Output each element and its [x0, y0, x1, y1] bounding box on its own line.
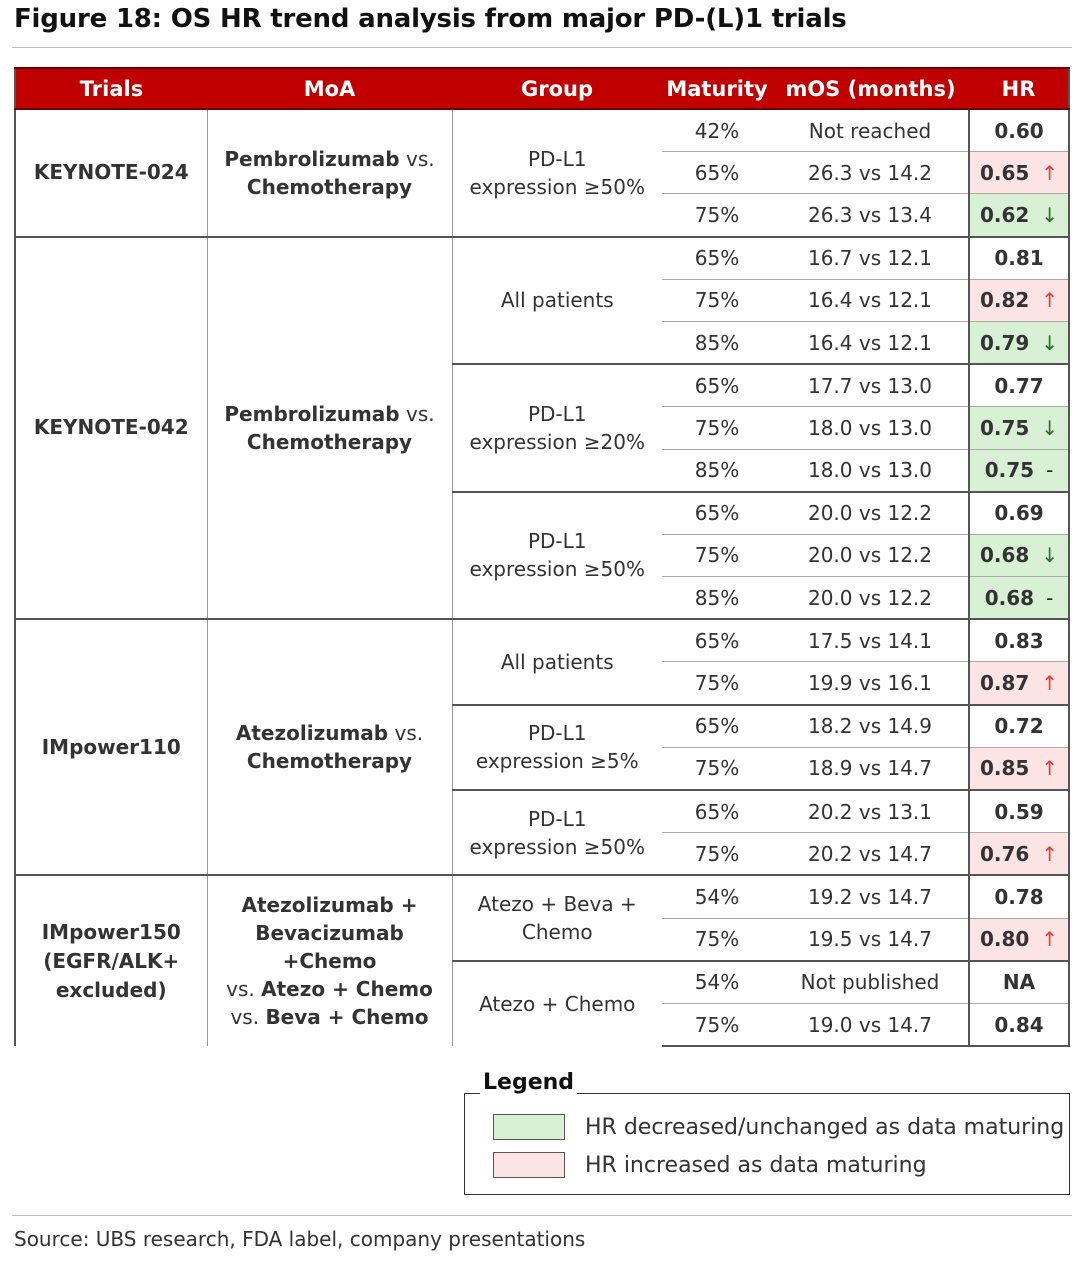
- trial-name-text: excluded): [55, 977, 167, 1002]
- trial-name: [15, 619, 207, 875]
- hr-value: 0.72: [994, 714, 1044, 739]
- mos-cell: Not reached: [808, 118, 932, 143]
- maturity-cell: 85%: [662, 321, 772, 364]
- legend-item-decreased: [493, 1114, 1064, 1140]
- legend-swatch-red: [493, 1152, 565, 1178]
- hr-value: 0.81: [994, 246, 1044, 271]
- trial-name-text: IMpower150: [41, 919, 181, 944]
- hr-value: 0.79: [979, 330, 1030, 355]
- mos-cell: 20.0 vs 12.2: [772, 534, 969, 576]
- trial-name-text: KEYNOTE-042: [33, 415, 189, 440]
- moa-drug: Atezolizumab: [235, 721, 389, 746]
- hr-cell: [969, 961, 1069, 1004]
- hr-cell: [969, 790, 1069, 833]
- header-maturity: Maturity: [662, 68, 772, 109]
- header-mos: mOS (months): [772, 68, 969, 109]
- figure-title: Figure 18: OS HR trend analysis from major PD-(L)1 trials: [14, 4, 847, 34]
- legend-label-increased: HR increased as data maturing: [585, 1152, 927, 1178]
- moa-vs: vs.: [226, 977, 255, 1002]
- maturity-cell: 75%: [662, 194, 772, 237]
- mos-cell: 26.3 vs 14.2: [772, 152, 969, 194]
- mos-cell: 18.0 vs 13.0: [772, 407, 969, 449]
- group-cell: [452, 875, 662, 960]
- arrow-up-icon: ↑: [1041, 288, 1059, 313]
- group-line: PD-L1: [527, 401, 587, 426]
- mos-cell: 16.7 vs 12.1: [772, 237, 969, 280]
- group-line: All patients: [500, 288, 614, 313]
- arrow-down-icon: ↓: [1041, 202, 1059, 227]
- mos-cell: 19.0 vs 14.7: [772, 1003, 969, 1046]
- moa-comparator: Chemotherapy: [246, 174, 413, 199]
- trial-name: [15, 875, 207, 1046]
- hr-value: 0.65: [979, 160, 1030, 185]
- hr-value: 0.87: [979, 671, 1030, 696]
- hr-value: 0.68: [984, 585, 1035, 610]
- group-line: PD-L1: [527, 146, 587, 171]
- moa-vs: vs.: [405, 401, 435, 426]
- hr-value: NA: [1002, 970, 1036, 995]
- trial-name: [15, 237, 207, 620]
- hr-cell: [969, 619, 1069, 662]
- maturity-cell: 75%: [662, 279, 772, 321]
- maturity-cell: 75%: [662, 1003, 772, 1046]
- maturity-cell: 65%: [662, 364, 772, 407]
- maturity-cell: 65%: [662, 237, 772, 280]
- mos-cell: 20.0 vs 12.2: [772, 492, 969, 535]
- mos-cell: Not published: [772, 961, 969, 1004]
- group-cell: [452, 619, 662, 704]
- header-row: [15, 68, 1069, 109]
- hr-cell: [969, 109, 1069, 152]
- moa-cell: [207, 109, 452, 237]
- maturity-cell: 75%: [662, 534, 772, 576]
- hr-value: 0.80: [979, 927, 1030, 952]
- maturity-cell: 65%: [662, 705, 772, 748]
- moa-drug: Atezolizumab +: [241, 893, 418, 918]
- header-hr: HR: [969, 68, 1069, 109]
- hr-cell: [969, 875, 1069, 918]
- moa-comparator: Beva + Chemo: [265, 1005, 429, 1030]
- table-row: [15, 875, 1069, 918]
- mos-cell: 19.2 vs 14.7: [772, 875, 969, 918]
- arrow-up-icon: ↑: [1041, 841, 1059, 866]
- trial-name: [15, 109, 207, 237]
- hr-value: 0.82: [979, 288, 1030, 313]
- moa-drug: +Chemo: [282, 949, 377, 974]
- table-row: [15, 619, 1069, 662]
- legend-item-increased: [493, 1152, 927, 1178]
- moa-comparator: Chemotherapy: [246, 429, 413, 454]
- table-row: [15, 237, 1069, 280]
- mos-cell: 18.0 vs 13.0: [772, 449, 969, 492]
- moa-comparator: Atezo + Chemo: [261, 977, 433, 1002]
- moa-cell: [207, 875, 452, 1046]
- group-line: PD-L1: [527, 721, 587, 746]
- group-line: All patients: [500, 649, 614, 674]
- mos-cell: 18.9 vs 14.7: [772, 747, 969, 790]
- hr-value: 0.77: [994, 373, 1044, 398]
- group-line: Atezo + Beva +: [477, 892, 637, 917]
- group-line: expression ≥50%: [469, 174, 645, 199]
- hr-cell: [969, 152, 1069, 194]
- arrow-down-icon: ↓: [1041, 415, 1059, 440]
- group-line: expression ≥50%: [469, 834, 645, 859]
- hr-cell: [969, 534, 1069, 576]
- hr-value: 0.78: [994, 884, 1044, 909]
- hr-cell: [969, 577, 1069, 620]
- footer-divider: [12, 1215, 1072, 1216]
- legend-title: Legend: [480, 1070, 577, 1095]
- group-cell: [452, 237, 662, 365]
- mos-cell: 18.2 vs 14.9: [772, 705, 969, 748]
- mos-cell: 20.2 vs 14.7: [772, 833, 969, 876]
- maturity-cell: 75%: [662, 662, 772, 705]
- moa-drug: Bevacizumab: [255, 921, 404, 946]
- mos-cell: 26.3 vs 13.4: [772, 194, 969, 237]
- hr-cell: [969, 407, 1069, 449]
- dash-icon: -: [1046, 585, 1054, 610]
- hr-value: 0.84: [994, 1012, 1044, 1037]
- mos-cell: 17.5 vs 14.1: [772, 619, 969, 662]
- legend-swatch-green: [493, 1114, 565, 1140]
- hr-value: 0.69: [994, 501, 1044, 526]
- hr-cell: [969, 449, 1069, 492]
- maturity-cell: 54%: [662, 875, 772, 918]
- group-line: Atezo + Chemo: [479, 991, 636, 1016]
- header-group: Group: [452, 68, 662, 109]
- mos-cell: 16.4 vs 12.1: [772, 279, 969, 321]
- moa-comparator: Chemotherapy: [246, 749, 413, 774]
- group-cell: [452, 961, 662, 1046]
- hr-trend-table: [14, 67, 1070, 1047]
- group-line: expression ≥20%: [469, 429, 645, 454]
- moa-vs: vs.: [405, 146, 435, 171]
- arrow-up-icon: ↑: [1041, 160, 1059, 185]
- trial-name-text: (EGFR/ALK+: [43, 948, 180, 973]
- group-cell: [452, 705, 662, 790]
- maturity-cell: 75%: [662, 918, 772, 961]
- maturity-cell: 65%: [662, 152, 772, 194]
- hr-cell: [969, 662, 1069, 705]
- hr-cell: [969, 1003, 1069, 1046]
- hr-cell: [969, 279, 1069, 321]
- group-cell: [452, 790, 662, 875]
- title-divider: [12, 47, 1072, 48]
- maturity-cell: 85%: [662, 449, 772, 492]
- group-line: expression ≥50%: [469, 557, 645, 582]
- moa-drug: Pembrolizumab: [224, 146, 400, 171]
- hr-cell: [969, 918, 1069, 961]
- hr-value: 0.76: [979, 841, 1030, 866]
- hr-value: 0.85: [979, 756, 1030, 781]
- hr-cell: [969, 237, 1069, 280]
- maturity-cell: 85%: [662, 577, 772, 620]
- hr-cell: [969, 705, 1069, 748]
- arrow-up-icon: ↑: [1041, 756, 1059, 781]
- maturity-cell: 42%: [694, 118, 740, 143]
- moa-cell: [207, 237, 452, 620]
- group-line: PD-L1: [527, 529, 587, 554]
- maturity-cell: 75%: [662, 833, 772, 876]
- mos-cell: 17.7 vs 13.0: [772, 364, 969, 407]
- arrow-up-icon: ↑: [1041, 671, 1059, 696]
- hr-value: 0.83: [994, 628, 1044, 653]
- hr-value: 0.62: [979, 202, 1030, 227]
- group-cell: [452, 492, 662, 620]
- hr-value: 0.75: [984, 458, 1035, 483]
- mos-cell: 19.9 vs 16.1: [772, 662, 969, 705]
- mos-cell: 19.5 vs 14.7: [772, 918, 969, 961]
- hr-value: 0.59: [994, 799, 1044, 824]
- group-line: Chemo: [521, 920, 593, 945]
- hr-cell: [969, 364, 1069, 407]
- arrow-up-icon: ↑: [1041, 927, 1059, 952]
- hr-cell: [969, 321, 1069, 364]
- hr-value: 0.60: [994, 118, 1044, 143]
- hr-value: 0.75: [979, 415, 1030, 440]
- hr-cell: [969, 833, 1069, 876]
- group-cell: [452, 364, 662, 492]
- arrow-down-icon: ↓: [1041, 543, 1059, 568]
- hr-value: 0.68: [979, 543, 1030, 568]
- moa-vs: vs.: [394, 721, 424, 746]
- header-moa: MoA: [207, 68, 452, 109]
- header-trials: Trials: [15, 68, 207, 109]
- trial-name-text: IMpower110: [41, 734, 181, 759]
- source-note: Source: UBS research, FDA label, company presentations: [14, 1227, 586, 1251]
- dash-icon: -: [1046, 458, 1054, 483]
- mos-cell: 20.0 vs 12.2: [772, 577, 969, 620]
- hr-cell: [969, 747, 1069, 790]
- legend-box: [464, 1093, 1070, 1195]
- mos-cell: 20.2 vs 13.1: [772, 790, 969, 833]
- hr-cell: [969, 194, 1069, 237]
- legend-label-decreased: HR decreased/unchanged as data maturing: [585, 1114, 1065, 1140]
- maturity-cell: 65%: [662, 790, 772, 833]
- maturity-cell: 65%: [662, 492, 772, 535]
- maturity-cell: 75%: [662, 747, 772, 790]
- moa-drug: Pembrolizumab: [224, 401, 400, 426]
- group-line: expression ≥5%: [475, 749, 639, 774]
- maturity-cell: 65%: [662, 619, 772, 662]
- moa-vs: vs.: [230, 1005, 260, 1030]
- maturity-cell: 54%: [662, 961, 772, 1004]
- arrow-down-icon: ↓: [1041, 330, 1059, 355]
- maturity-cell: 75%: [662, 407, 772, 449]
- trial-name-text: KEYNOTE-024: [33, 160, 189, 185]
- group-cell: [452, 109, 662, 237]
- group-line: PD-L1: [527, 806, 587, 831]
- hr-cell: [969, 492, 1069, 535]
- moa-cell: [207, 619, 452, 875]
- mos-cell: 16.4 vs 12.1: [772, 321, 969, 364]
- table-row: [15, 109, 1069, 152]
